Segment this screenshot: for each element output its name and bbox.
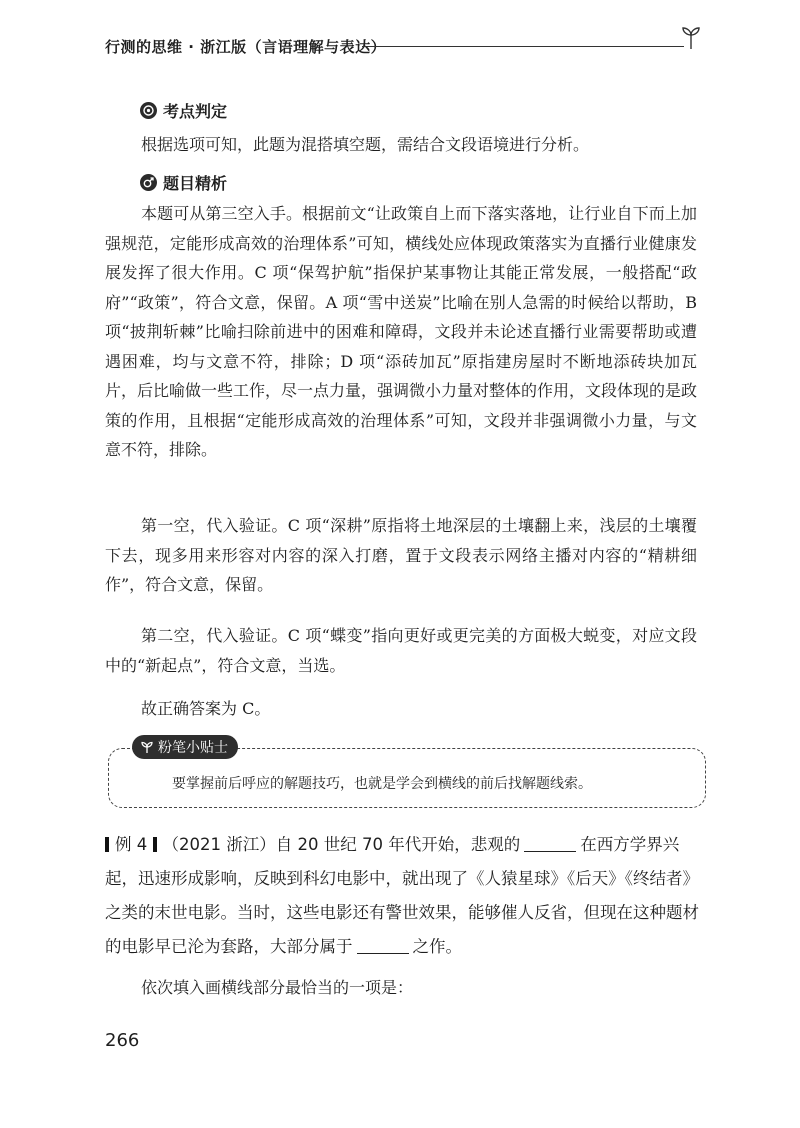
example-tag: 例 4: [115, 835, 148, 854]
question-text-2: 在西方学界兴起，迅速形成影响，反映到科幻电影中，就出现了《人猿星球》《后天》《终结者》之类的末世电影。当时，这些电影还有警世效果，能够催人反省，但现在这种题材的电影早已沦为套路，大部分属于: [105, 835, 699, 956]
section-heading-kaodian: [140, 98, 227, 122]
running-header-title: 行测的思维 · 浙江版（言语理解与表达）: [105, 38, 387, 56]
tag-bar-right: [153, 837, 157, 852]
header-rule: [362, 46, 684, 47]
tips-label-text: 粉笔小贴士: [158, 740, 228, 756]
tips-label: [132, 735, 238, 759]
jingxi-paragraph-1: 本题可从第三空入手。根据前文“让政策自上而下落实落地，让行业自下而上加强规范，定能形成高效的治理体系”可知，横线处应体现政策落实为直播行业健康发展发挥了很大作用。C 项“保驾护航”指保护某事物让其能正常发展，一般搭配“政府”“政策”，符合文意，保留。A 项“雪中送炭”比喻在别人急需的时候给以帮助，B 项“披荆斩棘”比喻扫除前进中的困难和障碍，文段并未论述直播行业需要帮助或遭遇困难，均与文意不符，排除；D 项“添砖加瓦”原指建房屋时不断地添砖块加瓦片，后比喻做一些工作，尽一点力量，强调微小力量对整体的作用，文段体现的是政策的作用，且根据“定能形成高效的治理体系”可知，文段并非强调微小力量，与文意不符，排除。: [105, 204, 698, 459]
answer-line: 故正确答案为 C。: [141, 699, 271, 718]
answer-blank-1: [524, 837, 576, 852]
analysis-icon: [140, 174, 157, 191]
sprout-icon: [680, 24, 702, 50]
question-prompt: 依次填入画横线部分最恰当的一项是：: [141, 978, 414, 997]
section-heading-text: 考点判定: [163, 101, 228, 121]
question-text-1: 自 20 世纪 70 年代开始，悲观的: [275, 835, 521, 854]
question-text-3: 之作。: [412, 937, 462, 956]
page-number: 266: [105, 1030, 140, 1051]
example-source: （2021 浙江）: [162, 835, 276, 854]
section-heading-text: 题目精析: [163, 173, 228, 193]
section-heading-jingxi: [140, 170, 227, 194]
sprout-icon: [140, 740, 154, 754]
jingxi-paragraph-2: 第一空，代入验证。C 项“深耕”原指将土地深层的土壤翻上来，浅层的土壤覆下去，现多用来形容对内容的深入打磨，置于文段表示网络主播对内容的“精耕细作”，符合文意，保留。: [105, 516, 697, 594]
tips-text: 要掌握前后呼应的解题技巧，也就是学会到横线的前后找解题线索。: [172, 776, 592, 792]
answer-blank-2: [357, 939, 409, 954]
kaodian-body: 根据选项可知，此题为混搭填空题，需结合文段语境进行分析。: [141, 135, 590, 154]
target-icon: [140, 102, 157, 119]
example-question: [105, 828, 705, 964]
jingxi-paragraph-3: 第二空，代入验证。C 项“蝶变”指向更好或更完美的方面极大蜕变，对应文段中的“新起点”，符合文意，当选。: [105, 626, 697, 675]
